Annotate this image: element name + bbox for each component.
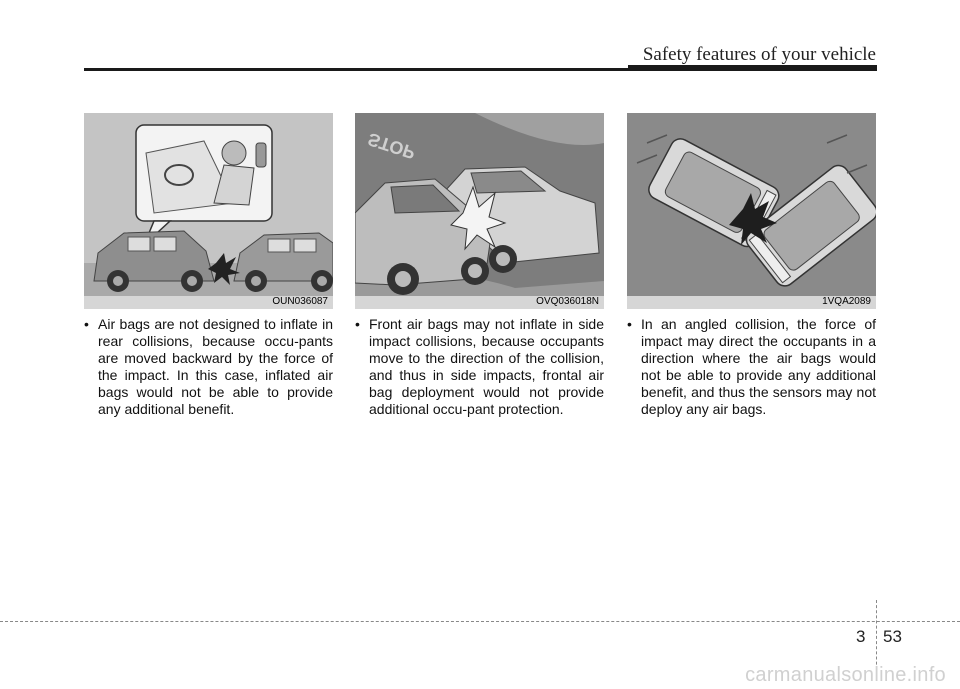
paragraph-text: Front air bags may not inflate in side impact collisions, because occupants move to the direction of the collision, and thus in side impacts, frontal air bag deployment would not provide additional occu-pant protection. xyxy=(369,316,604,417)
page-number: 53 xyxy=(883,627,902,646)
bullet-paragraph-rear xyxy=(84,316,333,418)
bullet-marker: • xyxy=(627,316,632,332)
chapter-number: 3 xyxy=(856,627,866,646)
page-header-title: Safety features of your vehicle xyxy=(642,44,876,65)
svg-text:STOP: STOP xyxy=(365,128,418,163)
footer-rule xyxy=(0,621,960,622)
illustration-rear-collision xyxy=(84,113,333,309)
paragraph-text: In an angled collision, the force of impact may direct the occupants in a direction where the air bags would not be able to provide any additional benefit, and thus the sensors may not deploy any air bags. xyxy=(641,316,876,417)
illustration-angled-collision xyxy=(627,113,876,309)
bullet-paragraph-angled xyxy=(627,316,876,418)
header-rule-accent xyxy=(628,65,877,71)
watermark: carmanualsonline.info xyxy=(745,664,946,686)
paragraph-text: Air bags are not designed to inflate in rear collisions, because occu-pants are moved backward by the force of the impact. In this case, inflated air bags would not be able to provide any additional benefit. xyxy=(98,316,333,417)
bullet-marker: • xyxy=(84,316,89,332)
bullet-marker: • xyxy=(355,316,360,332)
image-code: 1VQA2089 xyxy=(822,296,871,307)
image-code: OUN036087 xyxy=(272,296,328,307)
bullet-paragraph-side xyxy=(355,316,604,418)
illustration-side-impact xyxy=(355,113,604,309)
image-code: OVQ036018N xyxy=(536,296,599,307)
